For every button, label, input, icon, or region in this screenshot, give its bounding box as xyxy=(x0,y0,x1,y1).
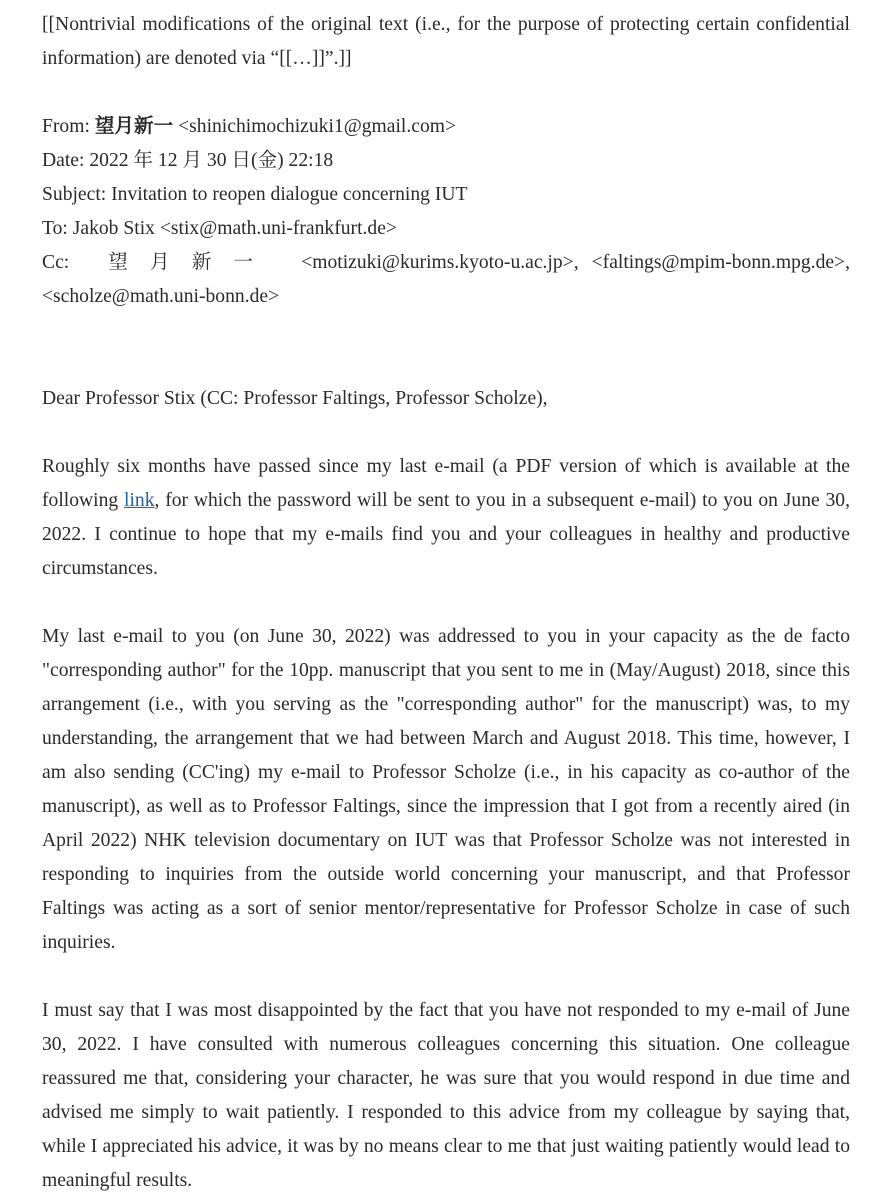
from-name: 望月新一 xyxy=(94,116,174,137)
date-line xyxy=(42,144,850,178)
date-label: Date: xyxy=(42,150,85,171)
cc-value: <motizuki@kurims.kyoto-u.ac.jp>, <faltings@mpim-bonn.mpg.de>, <scholze@math.uni-bonn.de> xyxy=(42,252,851,307)
email-header xyxy=(42,110,850,314)
to-value: Jakob Stix <stix@math.uni-frankfurt.de> xyxy=(72,218,397,239)
from-email: <shinichimochizuki1@gmail.com> xyxy=(178,116,457,137)
paragraph-2: My last e-mail to you (on June 30, 2022) was addressed to you in your capacity as the de facto "corresponding author" for the 10pp. manuscript that you sent to me in (May/August) 2018, since this arrangement (i.e., with you serving as the "corresponding author" for the manuscript) was, to my understanding, the arrangement that we had between March and August 2018. This time, however, I am also sending (CC'ing) my e-mail to Professor Scholze (i.e., in his capacity as co-author of the manuscript), as well as to Professor Faltings, since the impression that I got from a recently aired (in April 2022) NHK television documentary on IUT was that Professor Scholze was not interested in responding to inquiries from the outside world concerning your manuscript, and that Professor Faltings was acting as a sort of senior mentor/representative for Professor Scholze in case of such inquiries. xyxy=(42,626,850,953)
modification-note: [[Nontrivial modifications of the original text (i.e., for the purpose of protecting certain confidential information) are denoted via “[[…]]”.]] xyxy=(42,14,850,69)
subject-line xyxy=(42,178,850,212)
subject-label: Subject: xyxy=(42,184,107,205)
subject-value: Invitation to reopen dialogue concerning IUT xyxy=(111,184,468,205)
paragraph-3: I must say that I was most disappointed by the fact that you have not responded to my e-mail of June 30, 2022. I have consulted with numerous colleagues concerning this situation. One colleague reassured me that, considering your character, he was sure that you would respond in due time and advised me simply to wait patiently. I responded to this advice from my colleague by saying that, while I appreciated his advice, it was by no means clear to me that just waiting patiently would lead to meaningful results. xyxy=(42,1000,850,1191)
from-line xyxy=(42,110,850,144)
cc-line xyxy=(42,246,850,314)
paragraph-1 xyxy=(42,450,850,586)
date-value: 2022 年 12 月 30 日(金) 22:18 xyxy=(89,150,334,171)
greeting: Dear Professor Stix (CC: Professor Faltings, Professor Scholze), xyxy=(42,388,548,409)
from-label: From: xyxy=(42,116,90,137)
paragraph-1-text-a: Roughly six months have passed since my last e-mail (a PDF version of which is available at the following xyxy=(42,456,850,511)
to-line xyxy=(42,212,850,246)
pdf-link[interactable]: link xyxy=(124,490,155,511)
cc-label: Cc: xyxy=(42,252,70,273)
to-label: To: xyxy=(42,218,68,239)
paragraph-1-text-b: , for which the password will be sent to you in a subsequent e-mail) to you on June 30, 2022. I continue to hope that my e-mails find you and your colleagues in healthy and productive circumstances. xyxy=(42,490,851,579)
cc-name: 望月新一 xyxy=(108,252,276,273)
